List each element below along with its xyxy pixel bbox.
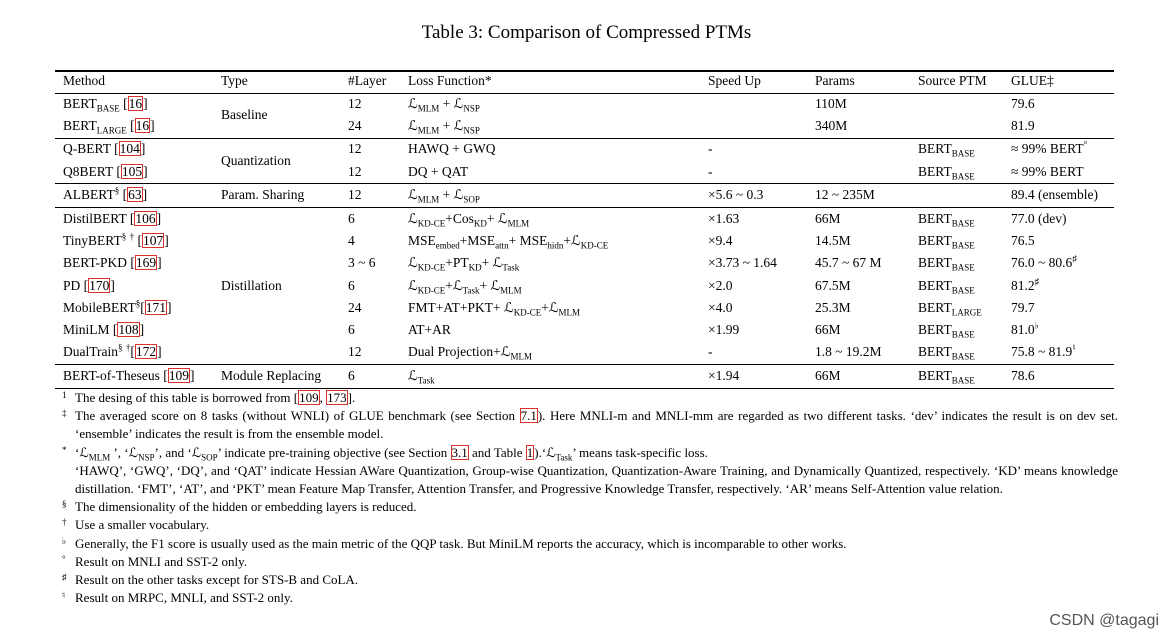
cell-speed: ×1.94: [708, 367, 740, 383]
header-source: Source PTM: [918, 73, 987, 88]
cell-method: $BERT_{BASE}$ [16]: [63, 95, 148, 114]
cell-method: $BERT_{LARGE}$ [16]: [63, 117, 155, 136]
cell-method: BERT-of-Theseus [109]: [63, 367, 195, 383]
footnote-text: Result on the other tasks except for STS-B and CoLA.: [75, 572, 359, 588]
cell-layer: 6: [348, 210, 355, 226]
footnote-text: ‘HAWQ’, ‘GWQ’, ‘DQ’, and ‘QAT’ indicate Hessian AWare Quantization, Group-wise Quantization, Quantization-Aware Training, and Dynamically Quantized, respectively. ‘KD’ means knowledge distillation. ‘FMT’, ‘AT’, and ‘PKT’ mean Feature Map Transfer, Attention Transfer, and Progressive Knowledge Transfer, respectively. ‘AR’ means Self-Attention value relation.: [75, 462, 1118, 497]
cell-loss: AT+AR: [408, 322, 451, 338]
cell-params: 340M: [815, 117, 848, 133]
footnote-text: Use a smaller vocabulary.: [75, 517, 210, 533]
footnote-mark: §: [62, 499, 67, 510]
table-row: [55, 297, 1114, 319]
table-row: [55, 138, 1114, 160]
cell-speed: ×5.6 ~ 0.3: [708, 187, 764, 203]
cell-speed: -: [708, 344, 713, 360]
cell-glue: ≈ 99% BERT: [1011, 163, 1084, 179]
table-row: [55, 275, 1114, 297]
cell-speed: ×3.73 ~ 1.64: [708, 255, 777, 271]
footnote: [62, 571, 1118, 589]
footnote-mark: *: [62, 444, 67, 455]
table-row: [55, 161, 1114, 183]
cell-source: $BERT_{BASE}$: [918, 163, 975, 182]
footnote: [62, 462, 1118, 498]
cell-params: 66M: [815, 367, 841, 383]
header-loss: Loss Function*: [408, 73, 492, 88]
cell-loss: ℒ$_{MLM}$ + ℒ$_{SOP}$: [408, 187, 480, 205]
cell-source: $BERT_{BASE}$: [918, 322, 975, 340]
footnote: [62, 516, 1118, 534]
cell-type: Param. Sharing: [221, 187, 305, 203]
footnote: [62, 407, 1118, 443]
table-caption: Table 3: Comparison of Compressed PTMs: [421, 22, 752, 43]
table-row: [55, 93, 1114, 115]
cell-speed: ×1.99: [708, 322, 740, 338]
cell-layer: 24: [348, 117, 362, 133]
cell-loss: ℒ$_{KD-CE}$+Cos$_{KD}$+ ℒ$_{MLM}$: [408, 210, 530, 229]
footnote-mark: °: [62, 553, 66, 564]
footnote: [62, 389, 1118, 407]
cell-glue: 79.6: [1011, 95, 1035, 111]
cell-loss: ℒ$_{MLM}$ + ℒ$_{NSP}$: [408, 117, 480, 136]
header-layer: #Layer: [348, 73, 387, 88]
cell-glue: 77.0 (dev): [1011, 210, 1067, 226]
cell-loss: $MSE_{embed}+MSE_{attn}+$ $MSE_{hidn}+ℒ_{KD-CE}$: [408, 232, 609, 251]
cell-loss: Dual Projection+ℒ$_{MLM}$: [408, 344, 532, 363]
cell-type: Quantization: [221, 152, 291, 168]
cell-glue: 81.9: [1011, 117, 1035, 133]
cell-layer: 12: [348, 141, 362, 157]
footnote-text: The averaged score on 8 tasks (without WNLI) of GLUE benchmark (see Section 7.1). Here MNLI-m and MNLI-mm are regarded as two different tasks. ‘dev’ indicates the result is on dev set. ‘ensemble’ indicates the result is from the ensemble model.: [75, 408, 1118, 442]
cell-loss: ℒ$_{KD-CE}$+ℒ$_{Task}$+ ℒ$_{MLM}$: [408, 277, 522, 296]
footnote-mark: †: [62, 517, 67, 528]
header-params: Params: [815, 73, 855, 88]
cell-params: 12 ~ 235M: [815, 187, 875, 203]
cell-params: 1.8 ~ 19.2M: [815, 344, 882, 360]
cell-layer: 12: [348, 187, 362, 203]
cell-loss: $ℒ_{KD-CE}+PT_{KD}+$ ℒ$_{Task}$: [408, 255, 520, 273]
cell-method: TinyBERT§ † [107]: [63, 231, 169, 248]
cell-type: Module Replacing: [221, 368, 322, 384]
cell-speed: ×2.0: [708, 277, 733, 293]
header-glue: GLUE‡: [1011, 73, 1054, 88]
cell-speed: ×1.63: [708, 210, 740, 226]
cell-source: $BERT_{BASE}$: [918, 232, 975, 251]
cell-source: $BERT_{BASE}$: [918, 255, 975, 273]
cell-method: PD [170]: [63, 277, 115, 293]
cell-source: $BERT_{LARGE}$: [918, 299, 982, 318]
table-row: [55, 230, 1114, 252]
cell-loss: ℒ$_{MLM}$ + ℒ$_{NSP}$: [408, 95, 480, 114]
cell-speed: -: [708, 141, 713, 157]
cell-method: MiniLM [108]: [63, 322, 145, 338]
cell-glue: 79.7: [1011, 299, 1035, 315]
cell-layer: 24: [348, 299, 362, 315]
cell-glue: 78.6: [1011, 367, 1035, 383]
table-row: [55, 365, 1114, 387]
header-speed: Speed Up: [708, 73, 761, 88]
cell-loss: HAWQ + GWQ: [408, 141, 496, 157]
footnote: [62, 589, 1118, 607]
cell-method: BERT-PKD [169]: [63, 255, 162, 271]
cell-glue: 81.0♭: [1011, 320, 1039, 338]
cell-type: Baseline: [221, 106, 268, 122]
footnote-mark: 1: [62, 390, 67, 400]
cell-method: DualTrain§ †[172]: [63, 342, 162, 360]
cell-source: $BERT_{BASE}$: [918, 210, 975, 229]
cell-layer: 4: [348, 232, 355, 248]
cell-source: $BERT_{BASE}$: [918, 141, 975, 159]
footnote-text: Result on MNLI and SST-2 only.: [75, 553, 248, 569]
footnote-text: ‘ℒ$_{MLM}$ ’, ‘ℒ$_{NSP}$’, and ‘ℒ$_{SOP}$’ indicate pre-training objective (see Section 3.1 and Table 1).‘ℒ$_{Task}$’ means task-specific loss.: [75, 444, 708, 463]
cell-source: $BERT_{BASE}$: [918, 344, 975, 363]
cell-loss: DQ + QAT: [408, 163, 469, 179]
footnote-text: The desing of this table is borrowed from [109, 173].: [75, 390, 356, 405]
cell-params: 25.3M: [815, 299, 851, 315]
footnote-text: The dimensionality of the hidden or embedding layers is reduced.: [75, 499, 417, 515]
table-row: [55, 319, 1114, 341]
cell-params: 110M: [815, 95, 847, 111]
cell-glue: 89.4 (ensemble): [1011, 187, 1098, 203]
cell-layer: 6: [348, 277, 355, 293]
cell-method: ALBERT§ [63]: [63, 185, 148, 203]
cell-params: 45.7 ~ 67 M: [815, 255, 882, 271]
footnote-mark: ‡: [62, 408, 67, 419]
cell-speed: ×4.0: [708, 299, 733, 315]
footnote-text: Generally, the F1 score is usually used as the main metric of the QQP task. But MiniLM reports the accuracy, which is incomparable to other works.: [75, 535, 847, 551]
table-row: [55, 184, 1114, 206]
footnote-text: Result on MRPC, MNLI, and SST-2 only.: [75, 590, 293, 606]
cell-layer: 3 ~ 6: [348, 255, 376, 271]
cell-type: Distillation: [221, 277, 282, 293]
cell-params: 14.5M: [815, 232, 851, 248]
cell-params: 66M: [815, 210, 841, 226]
footnote: [62, 444, 1118, 462]
table-row: [55, 208, 1114, 230]
cell-glue: 76.5: [1011, 232, 1035, 248]
watermark: CSDN @tagagi: [1049, 612, 1159, 629]
cell-glue: 75.8 ~ 81.9♮: [1011, 342, 1076, 360]
table-row: [55, 115, 1114, 137]
cell-glue: 81.2♯: [1011, 276, 1040, 293]
footnote: [62, 498, 1118, 516]
cell-source: $BERT_{BASE}$: [918, 277, 975, 296]
cell-loss: ℒ$_{Task}$: [408, 367, 435, 386]
cell-params: 66M: [815, 322, 841, 338]
cell-method: MobileBERT§[171]: [63, 298, 172, 315]
header-method: Method: [63, 73, 105, 88]
cell-source: $BERT_{BASE}$: [918, 367, 975, 386]
cell-glue: ≈ 99% BERT°: [1011, 139, 1088, 157]
cell-layer: 12: [348, 344, 362, 360]
cell-layer: 12: [348, 163, 362, 179]
table-footnotes: [62, 389, 1118, 607]
cell-layer: 6: [348, 367, 355, 383]
footnote: [62, 553, 1118, 571]
cell-speed: ×9.4: [708, 232, 733, 248]
cell-speed: -: [708, 163, 713, 179]
cell-layer: 12: [348, 95, 362, 111]
cell-glue: 76.0 ~ 80.6♯: [1011, 253, 1077, 271]
cell-method: Q-BERT [104]: [63, 141, 146, 157]
footnote-mark: ♭: [62, 535, 67, 546]
footnote-mark: ♯: [62, 572, 67, 583]
cell-method: Q8BERT [105]: [63, 163, 148, 179]
footnote-mark: ♮: [62, 590, 66, 601]
table-row: [55, 252, 1114, 274]
table-row: [55, 341, 1114, 363]
header-type: Type: [221, 73, 248, 88]
cell-method: DistilBERT [106]: [63, 210, 162, 226]
cell-params: 67.5M: [815, 277, 851, 293]
footnote: [62, 535, 1118, 553]
cell-loss: FMT+AT+PKT+ ℒ$_{KD-CE}$+ℒ$_{MLM}$: [408, 299, 581, 318]
cell-layer: 6: [348, 322, 355, 338]
table-header-row: [55, 70, 1114, 92]
